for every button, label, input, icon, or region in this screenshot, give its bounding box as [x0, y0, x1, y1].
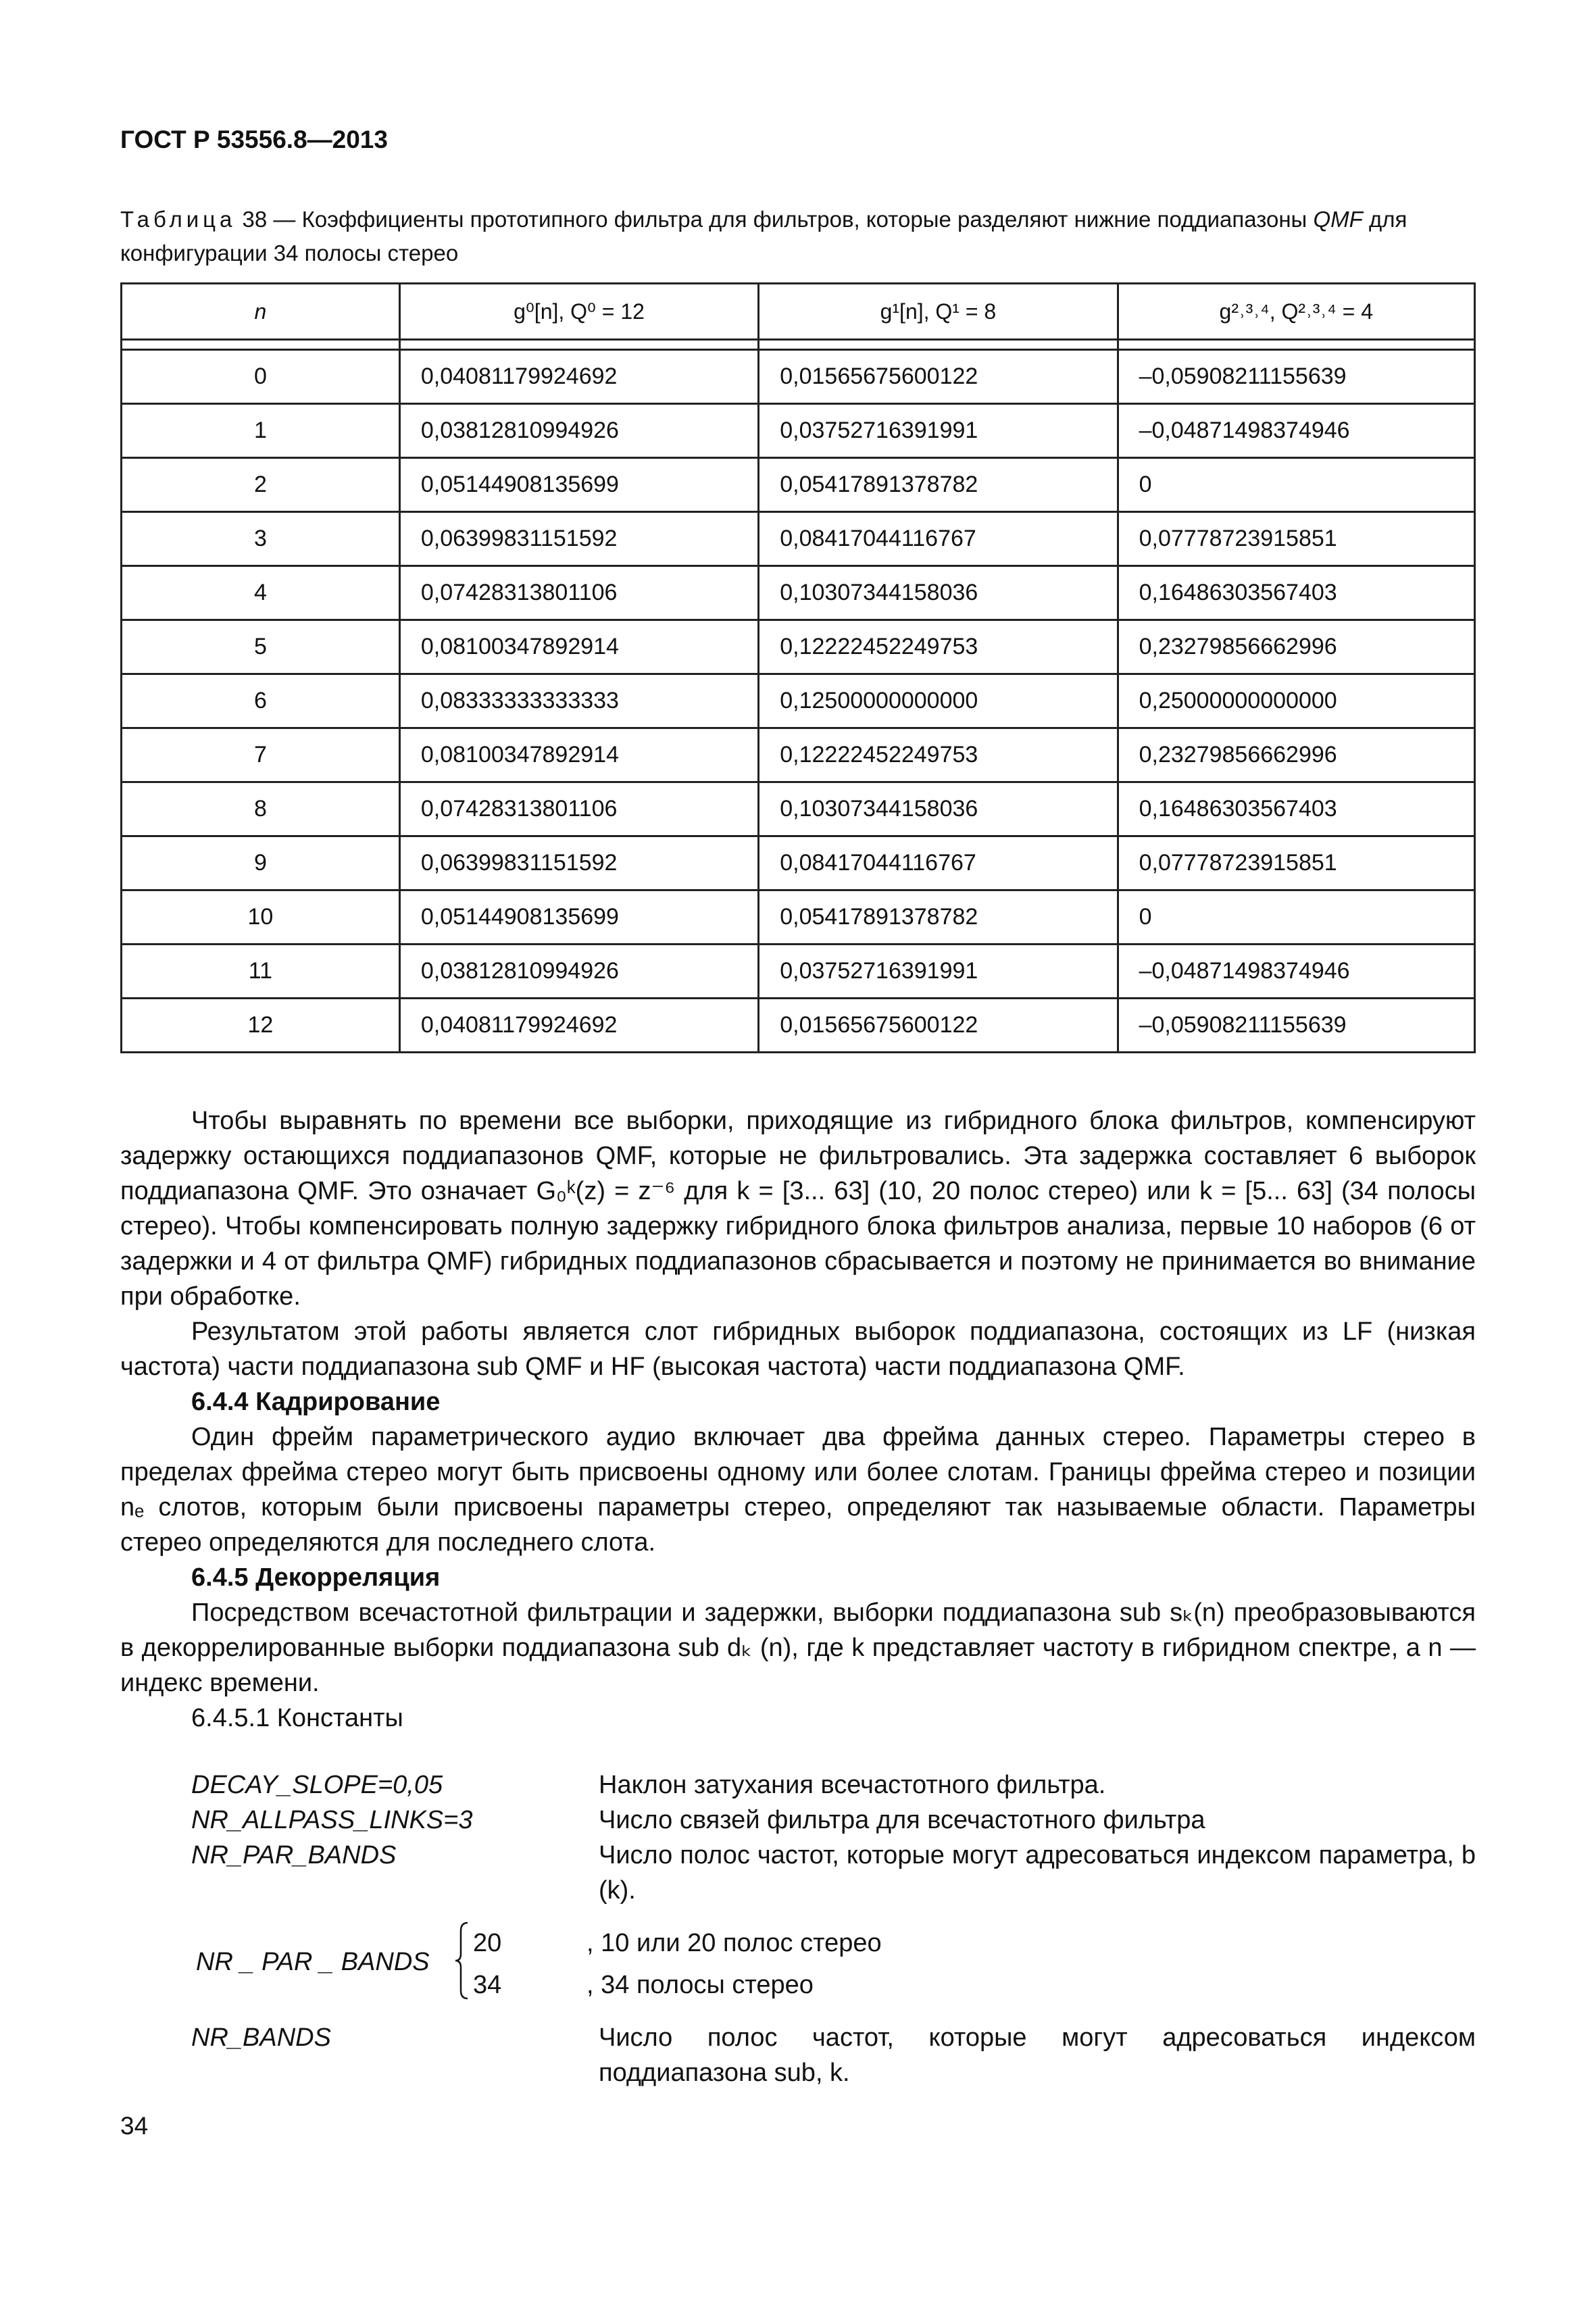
- coefficient-cell: 0,03812810994926: [399, 945, 758, 999]
- section-heading-framing: 6.4.4 Кадрирование: [191, 1388, 441, 1416]
- table-spacer-row: [122, 340, 1475, 350]
- section-heading-decorrelation: 6.4.5 Декорреляция: [191, 1563, 441, 1592]
- coefficient-cell: 0,03752716391991: [759, 404, 1118, 458]
- row-index-cell: 7: [122, 728, 400, 782]
- table-caption: Таблица 38 — Коэффициенты прототипного фильтра для фильтров, которые разделяют нижние поддиапазоны QMF для конфигурации 34 полосы стерео: [120, 207, 1407, 266]
- row-index-cell: 1: [122, 404, 400, 458]
- brace-value-1: 20: [473, 1929, 502, 1957]
- spacer-cell: [399, 340, 758, 350]
- coefficient-cell: 0,07778723915851: [1118, 512, 1474, 566]
- row-index-cell: 12: [122, 999, 400, 1053]
- row-index-cell: 6: [122, 674, 400, 728]
- coefficient-cell: –0,05908211155639: [1118, 999, 1474, 1053]
- constant-name: NR_ALLPASS_LINKS=3: [191, 1806, 473, 1834]
- coefficient-cell: 0,01565675600122: [759, 999, 1118, 1053]
- brace-constant-name: NR _ PAR _ BANDS: [196, 1948, 430, 1976]
- coefficient-cell: 0,23279856662996: [1118, 728, 1474, 782]
- row-index-cell: 0: [122, 350, 400, 404]
- paragraph-delay: Чтобы выравнять по времени все выборки, приходящие из гибридного блока фильтров, компенсируют задержку остающихся поддиапазонов QMF, которые не фильтровались. Эта задержка составляет 6 выборок поддиапазона QMF. Это означает G₀ᵏ(z) = z⁻⁶ для k = [3... 63] (10, 20 полос стерео) или k = [5... 63] (34 полосы стерео). Чтобы компенсировать полную задержку гибридного блока фильтров анализа, первые 10 наборов (6 от задержки и 4 от фильтра QMF) гибридных поддиапазонов сбрасывается и поэтому не принимается во внимание при обработке.: [120, 1107, 1476, 1311]
- coefficient-cell: 0,06399831151592: [399, 512, 758, 566]
- coefficient-cell: 0,08100347892914: [399, 728, 758, 782]
- row-index-cell: 8: [122, 782, 400, 836]
- coefficient-cell: 0,10307344158036: [759, 566, 1118, 620]
- coefficient-cell: 0,25000000000000: [1118, 674, 1474, 728]
- coefficient-cell: 0: [1118, 458, 1474, 512]
- coefficient-cell: 0,04081179924692: [399, 999, 758, 1053]
- coefficient-cell: 0,16486303567403: [1118, 566, 1474, 620]
- row-index-cell: 5: [122, 620, 400, 674]
- coefficient-cell: 0,05417891378782: [759, 890, 1118, 945]
- document-code: ГОСТ Р 53556.8—2013: [120, 126, 388, 153]
- coefficient-cell: 0,10307344158036: [759, 782, 1118, 836]
- coefficient-cell: 0,23279856662996: [1118, 620, 1474, 674]
- coefficient-cell: 0,12222452249753: [759, 728, 1118, 782]
- table-row: [122, 674, 1475, 728]
- coefficient-cell: 0: [1118, 890, 1474, 945]
- row-index-cell: 11: [122, 945, 400, 999]
- column-header: g¹[n], Q¹ = 8: [759, 284, 1118, 340]
- table-row: [122, 782, 1475, 836]
- constant-description: Число связей фильтра для всечастотного фильтра: [599, 1806, 1205, 1834]
- brace-symbol: [454, 1921, 470, 2007]
- coefficient-cell: 0,08417044116767: [759, 836, 1118, 890]
- coefficient-cell: 0,04081179924692: [399, 350, 758, 404]
- curly-brace-icon: [454, 1921, 470, 2000]
- table-row: [122, 620, 1475, 674]
- coefficient-cell: 0,08100347892914: [399, 620, 758, 674]
- coefficient-cell: 0,01565675600122: [759, 350, 1118, 404]
- table-row: [122, 890, 1475, 945]
- constant-name: DECAY_SLOPE=0,05: [191, 1771, 443, 1799]
- coefficient-cell: 0,03752716391991: [759, 945, 1118, 999]
- paragraph-result: Результатом этой работы является слот гибридных выборок поддиапазона, состоящих из LF (низкая частота) части поддиапазона sub QMF и HF (высокая частота) части поддиапазона QMF.: [120, 1317, 1476, 1381]
- coefficient-cell: 0,03812810994926: [399, 404, 758, 458]
- coefficient-cell: –0,04871498374946: [1118, 404, 1474, 458]
- constant-description: Число полос частот, которые могут адресоваться индексом параметра, b (k).: [599, 1841, 1476, 1905]
- spacer-cell: [122, 340, 400, 350]
- paragraph-decorrelation: Посредством всечастотной фильтрации и задержки, выборки поддиапазона sub sₖ(n) преобразовываются в декоррелированные выборки поддиапазона sub dₖ (n), где k представляет частоту в гибридном спектре, а n — индекс времени.: [120, 1599, 1476, 1697]
- coefficients-table: [120, 282, 1476, 1053]
- coefficient-cell: –0,05908211155639: [1118, 350, 1474, 404]
- table-row: [122, 512, 1475, 566]
- table-row: [122, 350, 1475, 404]
- spacer-cell: [759, 340, 1118, 350]
- coefficient-cell: –0,04871498374946: [1118, 945, 1474, 999]
- coefficient-cell: 0,12222452249753: [759, 620, 1118, 674]
- column-header: g²˒³˒⁴, Q²˒³˒⁴ = 4: [1118, 284, 1474, 340]
- constant-name: NR_PAR_BANDS: [191, 1841, 397, 1869]
- coefficient-cell: 0,16486303567403: [1118, 782, 1474, 836]
- coefficient-cell: 0,07428313801106: [399, 782, 758, 836]
- row-index-cell: 9: [122, 836, 400, 890]
- column-header: g⁰[n], Q⁰ = 12: [399, 284, 758, 340]
- table-row: [122, 836, 1475, 890]
- coefficient-cell: 0,07428313801106: [399, 566, 758, 620]
- row-index-cell: 10: [122, 890, 400, 945]
- table-row: [122, 999, 1475, 1053]
- column-header: n: [122, 284, 400, 340]
- constant-description: Число полос частот, которые могут адресоваться индексом поддиапазона sub, k.: [599, 2023, 1476, 2087]
- spacer-cell: [1118, 340, 1474, 350]
- coefficient-cell: 0,08333333333333: [399, 674, 758, 728]
- subsection-constants: 6.4.5.1 Константы: [191, 1704, 403, 1732]
- table-header-row: [122, 284, 1475, 340]
- coefficient-cell: 0,06399831151592: [399, 836, 758, 890]
- coefficient-cell: 0,05144908135699: [399, 890, 758, 945]
- table-row: [122, 728, 1475, 782]
- row-index-cell: 4: [122, 566, 400, 620]
- row-index-cell: 2: [122, 458, 400, 512]
- table-row: [122, 566, 1475, 620]
- body-text: [120, 1103, 1476, 1736]
- page-number: 34: [120, 2112, 149, 2140]
- coefficient-cell: 0,12500000000000: [759, 674, 1118, 728]
- brace-description-2: , 34 полосы стерео: [587, 1971, 814, 1999]
- coefficient-cell: 0,05144908135699: [399, 458, 758, 512]
- table-row: [122, 404, 1475, 458]
- paragraph-framing: Один фрейм параметрического аудио включает два фрейма данных стерео. Параметры стерео в пределах фрейма стерео могут быть присвоены одному или более слотам. Границы фрейма стерео и позиции nₑ слотов, которым были присвоены параметры стерео, определяют так называемые области. Параметры стерео определяются для последнего слота.: [120, 1423, 1476, 1557]
- coefficient-cell: 0,05417891378782: [759, 458, 1118, 512]
- table-row: [122, 945, 1475, 999]
- row-index-cell: 3: [122, 512, 400, 566]
- table-row: [122, 458, 1475, 512]
- brace-description-1: , 10 или 20 полос стерео: [587, 1929, 882, 1957]
- constant-description: Наклон затухания всечастотного фильтра.: [599, 1771, 1106, 1799]
- brace-value-2: 34: [473, 1971, 502, 1999]
- constant-name: NR_BANDS: [191, 2023, 331, 2052]
- coefficient-cell: 0,07778723915851: [1118, 836, 1474, 890]
- coefficient-cell: 0,08417044116767: [759, 512, 1118, 566]
